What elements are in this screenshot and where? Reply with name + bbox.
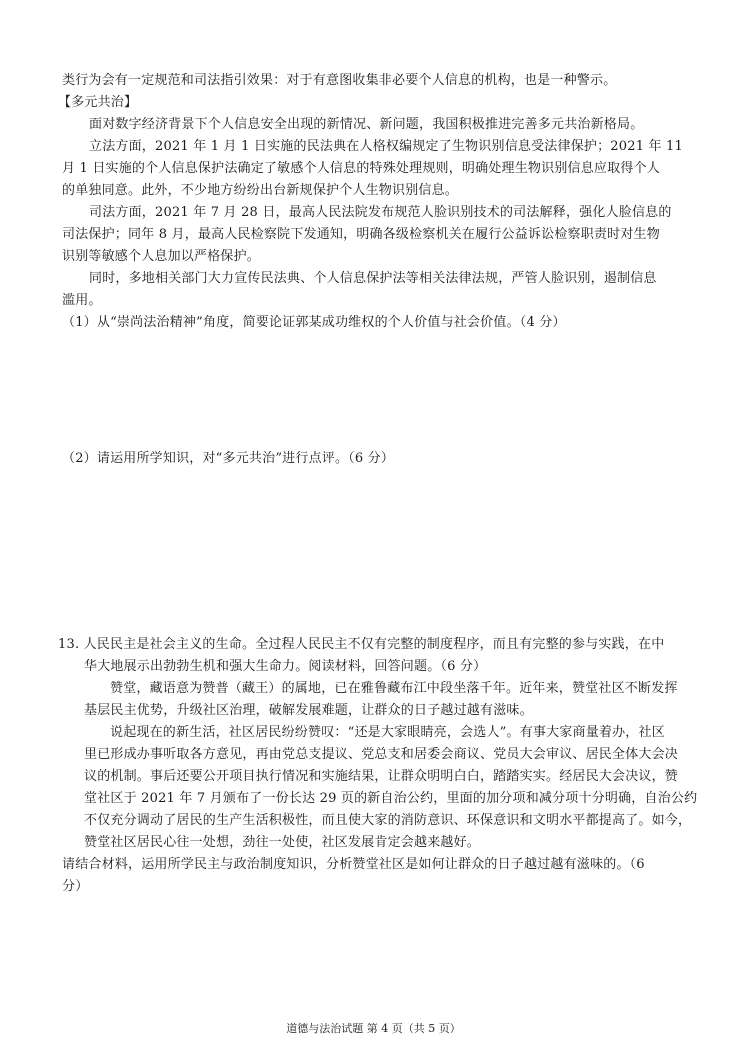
paragraph-line: 立法方面，2021 年 1 月 1 日实施的民法典在人格权编规定了生物识别信息受法律保护；2021 年 11	[89, 139, 683, 154]
question-prompt: 分）	[62, 879, 89, 894]
question-title: 13. 人民民主是社会主义的生命。全过程人民民主不仅有完整的制度程序，而且有完整的参与实践，在中	[58, 637, 665, 652]
paragraph-line: 滥用。	[62, 293, 102, 308]
paragraph-line: 司法方面，2021 年 7 月 28 日，最高人民法院发布规范人脸识别技术的司法解释，强化人脸信息的	[89, 205, 672, 220]
paragraph-line: 识别等敏感个人息加以严格保护。	[62, 249, 261, 264]
page-footer: 道德与法治试题 第 4 页（共 5 页）	[286, 1022, 461, 1035]
paragraph-line: 面对数字经济背景下个人信息安全出现的新情况、新问题，我国积极推进完善多元共治新格局。	[89, 117, 644, 132]
paragraph-line: 里已形成办事听取各方意见，再由党总支提议、党总支和居委会商议、党员大会审议、居民全体大会决	[84, 747, 679, 762]
paragraph-line: 的单独同意。此外，不少地方纷纷出台新规保护个人生物识别信息。	[62, 183, 459, 198]
paragraph-line: 赞堂，藏语意为赞普（藏王）的属地，已在雅鲁藏布江中段坐落千年。近年来，赞堂社区不断发挥	[110, 681, 678, 696]
paragraph-line: 说起现在的新生活，社区居民纷纷赞叹：“还是大家眼睛亮，会选人”。有事大家商量着办，社区	[110, 725, 665, 740]
paragraph-line: 华大地展示出勃勃生机和强大生命力。阅读材料，回答问题。（6 分）	[84, 659, 487, 674]
paragraph-line: 堂社区于 2021 年 7 月颁布了一份长达 29 页的新自治公约，里面的加分项和减分项十分明确，自治公约	[84, 791, 698, 806]
paragraph-line: 议的机制。事后还要公开项目执行情况和实施结果，让群众明明白白，踏踏实实。经居民大会决议，赞	[84, 769, 679, 784]
paragraph-line: 司法保护；同年 8 月，最高人民检察院下发通知，明确各级检察机关在履行公益诉讼检察职责时对生物	[62, 227, 660, 242]
section-heading: 【多元共治】	[58, 95, 138, 110]
paragraph-line: 基层民主优势，升级社区治理，破解发展难题，让群众的日子越过越有滋味。	[84, 703, 533, 718]
paragraph-line: 类行为会有一定规范和司法指引效果：对于有意图收集非必要个人信息的机构，也是一种警示。	[62, 73, 617, 88]
question-prompt: 请结合材料，运用所学民主与政治制度知识，分析赞堂社区是如何让群众的日子越过越有滋味的。（6	[62, 857, 645, 872]
paragraph-line: 月 1 日实施的个人信息保护法确定了敏感个人信息的特殊处理规则，明确处理生物识别信息应取得个人	[62, 161, 660, 176]
question-prompt: （2）请运用所学知识，对“多元共治”进行点评。（6 分）	[62, 451, 395, 466]
question-prompt: （1）从“崇尚法治精神”角度，简要论证郭某成功维权的个人价值与社会价值。（4 分）	[62, 315, 566, 330]
paragraph-line: 不仅充分调动了居民的生产生活积极性，而且使大家的消防意识、环保意识和文明水平都提高了。如今，	[84, 813, 692, 828]
paragraph-line: 同时，多地相关部门大力宣传民法典、个人信息保护法等相关法律法规，严管人脸识别，遏制信息	[89, 271, 657, 286]
paragraph-line: 赞堂社区居民心往一处想，劲往一处使，社区发展肯定会越来越好。	[84, 835, 481, 850]
